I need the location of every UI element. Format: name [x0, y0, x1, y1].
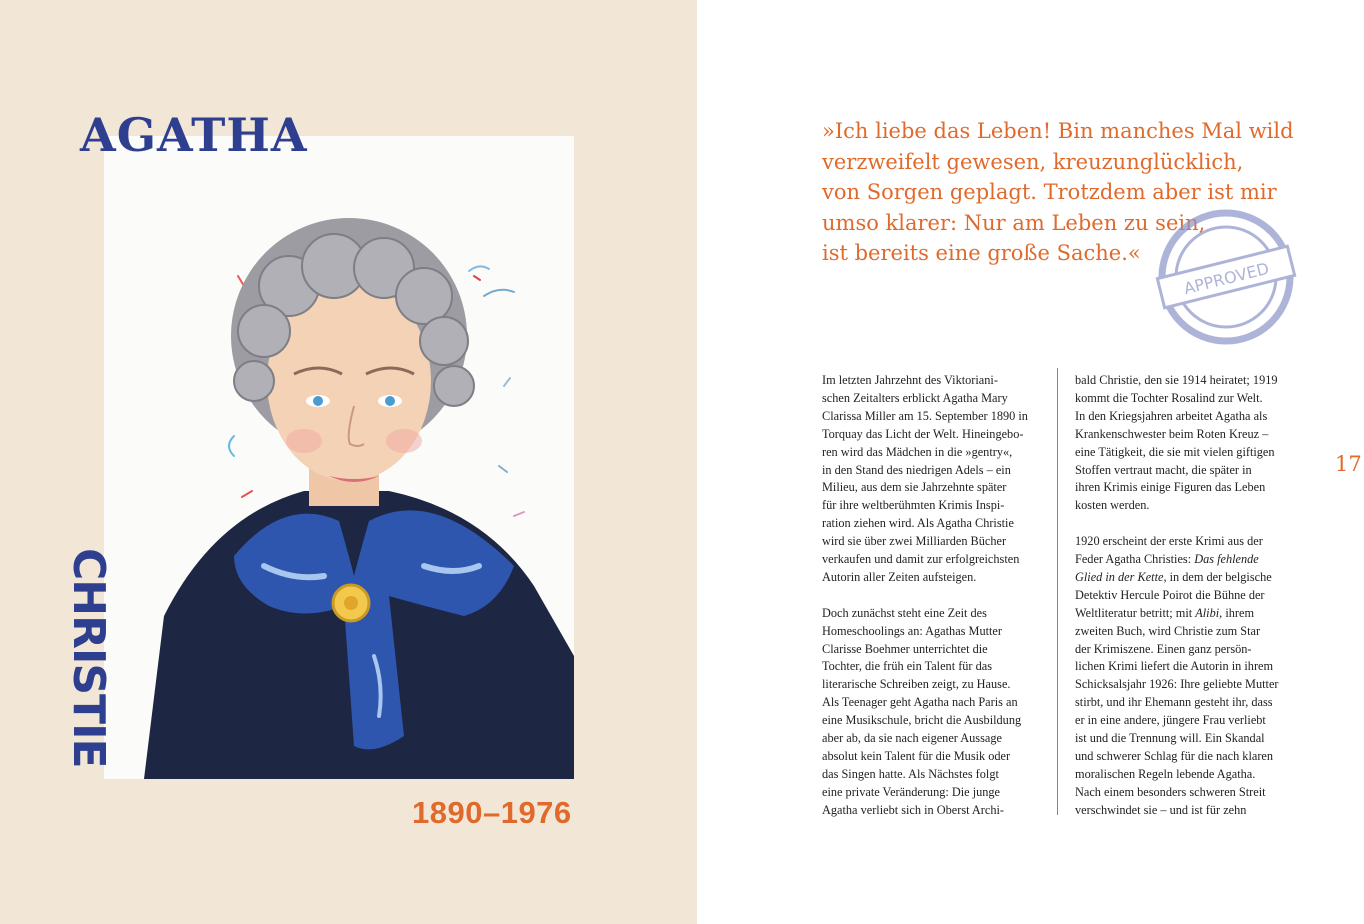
- text-line: Schicksalsjahr 1926: Ihre geliebte Mutter: [1075, 677, 1279, 692]
- text-line: das Singen hatte. Als Nächstes folgt: [822, 766, 999, 781]
- text-line: ihren Krimis einige Figuren das Leben: [1075, 480, 1266, 495]
- book-title-italic: Das fehlende: [1194, 552, 1259, 567]
- text-line: für ihre weltberühmten Krimis Inspi-: [822, 498, 1005, 513]
- text-line: Nach einem besonders schweren Streit: [1075, 784, 1266, 799]
- page-number: 17: [1335, 452, 1362, 476]
- text-line: der Krimiszene. Einen ganz persön-: [1075, 641, 1252, 656]
- quote-line: von Sorgen geplagt. Trotzdem aber ist mir: [822, 180, 1277, 204]
- text-line: Doch zunächst steht eine Zeit des: [822, 605, 987, 620]
- text-line: In den Kriegsjahren arbeitet Agatha als: [1075, 408, 1268, 423]
- body-column-left: [822, 372, 1047, 820]
- text-line: schen Zeitalters erblickt Agatha Mary: [822, 390, 1008, 405]
- text-line: Torquay das Licht der Welt. Hineingebo-: [822, 426, 1024, 441]
- text-line: 1920 erscheint der erste Krimi aus der: [1075, 534, 1263, 549]
- text-line: bald Christie, den sie 1914 heiratet; 1919: [1075, 373, 1278, 387]
- text-line: Clarissa Miller am 15. September 1890 in: [822, 408, 1028, 423]
- text-line: kommt die Tochter Rosalind zur Welt.: [1075, 390, 1263, 405]
- first-name-title: AGATHA: [80, 108, 308, 162]
- text-line: lichen Krimi liefert die Autorin in ihrem: [1075, 659, 1274, 674]
- portrait-illustration: [104, 136, 574, 779]
- text-line: [1075, 605, 1300, 623]
- text-line: Detektiv Hercule Poirot die Bühne der: [1075, 587, 1265, 602]
- text-line: [1075, 569, 1300, 587]
- quote-line: verzweifelt gewesen, kreuzunglücklich,: [822, 149, 1244, 174]
- text-line: ration ziehen wird. Als Agatha Christie: [822, 516, 1014, 531]
- text-line: Clarisse Boehmer unterrichtet die: [822, 641, 988, 656]
- text-line: verschwindet sie – und ist für zehn: [1075, 802, 1247, 817]
- text-line: [1075, 551, 1300, 569]
- text-line: Homeschoolings an: Agathas Mutter: [822, 623, 1002, 638]
- text-run: , ihrem: [1219, 605, 1255, 620]
- portrait-icon: [104, 136, 574, 779]
- text-run: Feder Agatha Christies:: [1075, 552, 1195, 567]
- text-line: Tochter, die früh ein Talent für das: [822, 659, 992, 674]
- book-title-italic: Alibi: [1195, 605, 1220, 620]
- text-line: ren wird das Mädchen in die »gentry«,: [822, 444, 1013, 459]
- text-line: in den Stand des niedrigen Adels – ein: [822, 462, 1011, 477]
- text-line: verkaufen und damit zur erfolgreichsten: [822, 552, 1020, 567]
- text-run: Weltliteratur betritt; mit: [1075, 605, 1196, 620]
- text-line: eine Musikschule, bricht die Ausbildung: [822, 713, 1022, 728]
- last-name-vertical-title: CHRISTIE: [63, 548, 114, 768]
- text-line: kosten werden.: [1075, 498, 1150, 513]
- text-line: Stoffen vertraut macht, die später in: [1075, 462, 1252, 477]
- text-line: und schwerer Schlag für die nach klaren: [1075, 749, 1274, 764]
- text-line: Autorin aller Zeiten aufsteigen.: [822, 569, 977, 584]
- text-line: aber ab, da sie nach eigener Aussage: [822, 731, 1002, 746]
- quote-line: ist bereits eine große Sache.«: [822, 241, 1141, 265]
- text-line: er in eine andere, jüngere Frau verliebt: [1075, 713, 1266, 728]
- text-line: absolut kein Talent für die Musik oder: [822, 749, 1011, 764]
- text-line: Krankenschwester beim Roten Kreuz –: [1075, 426, 1269, 441]
- life-years: 1890–1976: [412, 795, 572, 830]
- text-line: Agatha verliebt sich in Oberst Archi-: [822, 802, 1005, 817]
- stamp-label: APPROVED: [1181, 258, 1271, 299]
- text-line: ist und die Trennung will. Ein Skandal: [1075, 731, 1265, 746]
- text-line: Milieu, aus dem sie Jahrzehnte später: [822, 480, 1007, 495]
- column-divider: [1057, 368, 1058, 815]
- text-line: zweiten Buch, wird Christie zum Star: [1075, 623, 1261, 638]
- text-run: , in dem der belgische: [1163, 569, 1272, 584]
- text-line: stirbt, und ihr Ehemann gesteht ihr, dass: [1075, 695, 1273, 710]
- text-line: eine Tätigkeit, die sie mit vielen giftigen: [1075, 444, 1275, 459]
- text-line: moralischen Regeln lebende Agatha.: [1075, 766, 1256, 781]
- text-line: Als Teenager geht Agatha nach Paris an: [822, 695, 1018, 710]
- paragraph-gap: [1075, 515, 1300, 533]
- text-line: eine private Veränderung: Die junge: [822, 784, 1001, 799]
- book-title-italic: Glied in der Kette: [1075, 569, 1164, 584]
- quote-line: umso klarer: Nur am Leben zu sein,: [822, 210, 1206, 235]
- body-column-right: [1075, 372, 1300, 820]
- approved-stamp-icon: [1155, 206, 1297, 348]
- paragraph-gap: [822, 587, 1047, 605]
- text-line: literarische Schreiben zeigt, zu Hause.: [822, 677, 1011, 692]
- quote-line: »Ich liebe das Leben! Bin manches Mal wild: [822, 119, 1294, 143]
- text-line: Im letzten Jahrzehnt des Viktoriani-: [822, 373, 998, 387]
- text-line: wird sie über zwei Milliarden Bücher: [822, 534, 1007, 549]
